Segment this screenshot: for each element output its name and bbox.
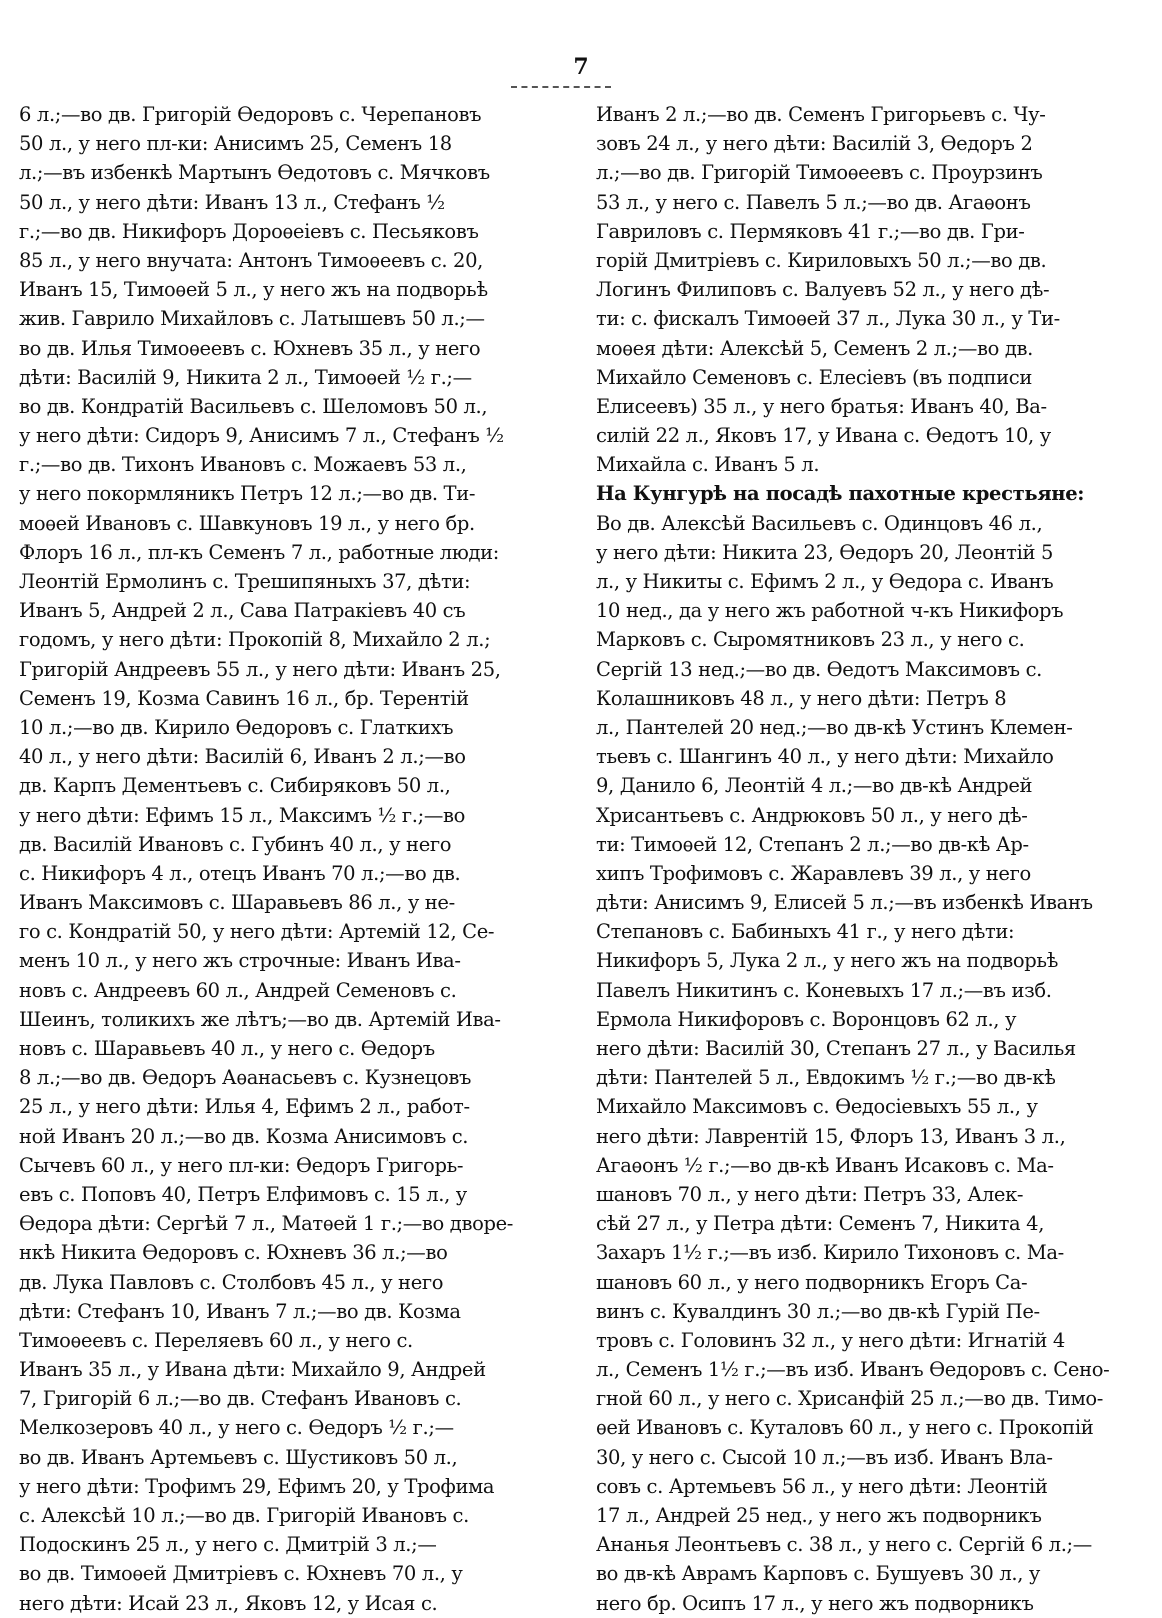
text-line: л.;—во дв. Григорій Тимоѳеевъ с. Проурзинъ	[596, 161, 1043, 185]
text-line: у него дѣти: Сидоръ 9, Анисимъ 7 л., Стефанъ ½	[19, 424, 504, 448]
text-line: л., у Никиты с. Ефимъ 2 л., у Ѳедора с. Иванъ	[596, 570, 1054, 593]
text-line: Агаѳонъ ½ г.;—во дв-кѣ Иванъ Исаковъ с. Ма-	[596, 1153, 1054, 1177]
text-line: Павелъ Никитинъ с. Коневыхъ 17 л.;—въ изб.	[596, 978, 1052, 1002]
text-line: у него покормляникъ Петръ 12 л.;—во дв. Ти-	[19, 482, 476, 506]
text-line: Михайло Максимовъ с. Ѳедосіевыхъ 55 л., у	[596, 1095, 1038, 1119]
text-line: Флоръ 16 л., пл-къ Семенъ 7 л., работные люди:	[19, 540, 499, 564]
text-line: силій 22 л., Яковъ 17, у Ивана с. Ѳедотъ 10, у	[596, 424, 1051, 448]
text-line: 30, у него с. Сысой 10 л.;—въ изб. Иванъ Вла-	[596, 1445, 1053, 1469]
text-line: моѳея дѣти: Алексѣй 5, Семенъ 2 л.;—во дв.	[596, 336, 1034, 360]
text-line: хипъ Трофимовъ с. Жаравлевъ 39 л., у него	[596, 861, 1031, 885]
text-line: г.;—во дв. Тихонъ Ивановъ с. Можаевъ 53 л.,	[19, 453, 467, 477]
text-line: дѣти: Анисимъ 9, Елисей 5 л.;—въ избенкѣ Иванъ	[596, 891, 1093, 915]
text-line: него дѣти: Лаврентій 15, Флоръ 13, Иванъ 3 л.,	[596, 1124, 1066, 1148]
text-line: годомъ, у него дѣти: Прокопій 8, Михайло 2 л.;	[19, 628, 491, 652]
text-line: винъ с. Кувалдинъ 30 л.;—во дв-кѣ Гурій Пе-	[596, 1299, 1040, 1323]
text-line: 8 л.;—во дв. Ѳедоръ Аѳанасьевъ с. Кузнецовъ	[19, 1066, 472, 1090]
text-line: тровъ с. Головинъ 32 л., у него дѣти: Игнатій 4	[596, 1328, 1065, 1352]
text-line: у него дѣти: Никита 23, Ѳедоръ 20, Леонтій 5	[596, 540, 1054, 564]
text-line: новъ с. Шаравьевъ 40 л., у него с. Ѳедоръ	[19, 1037, 435, 1060]
text-line: дѣти: Стефанъ 10, Иванъ 7 л.;—во дв. Козма	[19, 1299, 461, 1323]
text-line: Во дв. Алексѣй Васильевъ с. Одинцовъ 46 л.,	[596, 511, 1043, 535]
text-line: моѳей Ивановъ с. Шавкуновъ 19 л., у него бр.	[19, 511, 475, 535]
text-line: него дѣти: Исай 23 л., Яковъ 12, у Исая с.	[19, 1591, 438, 1615]
text-line: зовъ 24 л., у него дѣти: Василій 3, Ѳедоръ 2	[596, 132, 1033, 156]
text-line: 40 л., у него дѣти: Василій 6, Иванъ 2 л.;—во	[19, 745, 466, 769]
text-line: с. Алексѣй 10 л.;—во дв. Григорій Ивановъ с.	[19, 1504, 469, 1527]
text-line: сѣй 27 л., у Петра дѣти: Семенъ 7, Никита 4,	[596, 1212, 1045, 1236]
text-line: 17 л., Андрей 25 нед., у него жъ подворникъ	[596, 1504, 1042, 1527]
text-line: Мелкозеровъ 40 л., у него с. Ѳедоръ ½ г.;—	[19, 1416, 454, 1440]
text-line: л.;—въ избенкѣ Мартынъ Ѳедотовъ с. Мячковъ	[19, 161, 490, 185]
text-line: Иванъ 5, Андрей 2 л., Сава Патракіевъ 40 съ	[19, 599, 466, 623]
text-line: у него дѣти: Ефимъ 15 л., Максимъ ½ г.;—во	[19, 803, 466, 827]
text-line: ти: с. фискалъ Тимоѳей 37 л., Лука 30 л., у Ти-	[596, 307, 1060, 331]
text-line: Иванъ 2 л.;—во дв. Семенъ Григорьевъ с. Чу-	[596, 103, 1046, 126]
text-line: ти: Тимоѳей 12, Степанъ 2 л.;—во дв-кѣ Ар-	[596, 832, 1029, 856]
text-line: Никифоръ 5, Лука 2 л., у него жъ на подворьѣ	[596, 949, 1059, 973]
text-line: евъ с. Поповъ 40, Петръ Елфимовъ с. 15 л., у	[19, 1182, 467, 1206]
text-line: Марковъ с. Сыромятниковъ 23 л., у него с.	[596, 628, 1025, 652]
section-heading: На Кунгурѣ на посадѣ пахотные крестьяне:	[596, 482, 1085, 506]
text-line: во дв. Тимоѳей Дмитріевъ с. Юхневъ 70 л., у	[19, 1562, 463, 1586]
text-line: Колашниковъ 48 л., у него дѣти: Петръ 8	[596, 686, 1007, 710]
text-line: Степановъ с. Бабиныхъ 41 г., у него дѣти:	[596, 920, 1015, 944]
page-number: 7	[573, 54, 589, 80]
text-line: Логинъ Филиповъ с. Валуевъ 52 л., у него дѣ-	[596, 278, 1050, 302]
text-line: тьевъ с. Шангинъ 40 л., у него дѣти: Михайло	[596, 745, 1054, 769]
text-line: новъ с. Андреевъ 60 л., Андрей Семеновъ с.	[19, 978, 457, 1002]
text-line: дв. Лука Павловъ с. Столбовъ 45 л., у него	[19, 1270, 444, 1294]
text-line: дв. Карпъ Дементьевъ с. Сибиряковъ 50 л.,	[19, 774, 451, 798]
text-line: ной Иванъ 20 л.;—во дв. Козма Анисимовъ с.	[19, 1124, 469, 1148]
text-line: во дв. Кондратій Васильевъ с. Шеломовъ 50 л.,	[19, 394, 488, 418]
text-line: жив. Гаврило Михайловъ с. Латышевъ 50 л.;—	[19, 307, 485, 331]
text-line: Елисеевъ) 35 л., у него братья: Иванъ 40, Ва-	[596, 394, 1047, 418]
header-rule	[511, 86, 611, 88]
text-line: Михайла с. Иванъ 5 л.	[596, 453, 820, 477]
text-line: Шеинъ, толикихъ же лѣтъ;—во дв. Артемій Ива-	[19, 1007, 501, 1031]
text-line: Захаръ 1½ г.;—въ изб. Кирило Тихоновъ с. Ма-	[596, 1241, 1064, 1265]
text-line: Сычевъ 60 л., у него пл-ки: Ѳедоръ Григорь-	[19, 1153, 464, 1177]
text-line: Сергій 13 нед.;—во дв. Ѳедотъ Максимовъ с.	[596, 657, 1042, 681]
text-line: Иванъ 35 л., у Ивана дѣти: Михайло 9, Андрей	[19, 1358, 486, 1382]
text-line: л., Семенъ 1½ г.;—въ изб. Иванъ Ѳедоровъ с. Сено-	[596, 1358, 1110, 1382]
text-line: г.;—во дв. Никифоръ Дороѳеіевъ с. Песьяковъ	[19, 219, 479, 243]
text-line: совъ с. Артемьевъ 56 л., у него дѣти: Леонтій	[596, 1474, 1048, 1498]
text-line: ѳей Ивановъ с. Куталовъ 60 л., у него с. Прокопій	[596, 1416, 1094, 1440]
text-line: 6 л.;—во дв. Григорій Ѳедоровъ с. Черепановъ	[19, 103, 482, 126]
text-line: л., Пантелей 20 нед.;—во дв-кѣ Устинъ Клемен-	[596, 715, 1073, 739]
text-line: у него дѣти: Трофимъ 29, Ефимъ 20, у Трофима	[19, 1474, 495, 1498]
text-line: 85 л., у него внучата: Антонъ Тимоѳеевъ с. 20,	[19, 248, 483, 272]
text-line: Леонтій Ермолинъ с. Трешипяныхъ 37, дѣти:	[19, 570, 471, 593]
text-line: Ѳедора дѣти: Сергѣй 7 л., Матѳей 1 г.;—во дворе-	[19, 1212, 514, 1236]
text-line: 50 л., у него дѣти: Иванъ 13 л., Стефанъ ½	[19, 190, 445, 214]
text-line: Ермола Никифоровъ с. Воронцовъ 62 л., у	[596, 1007, 1017, 1031]
text-line: 7, Григорій 6 л.;—во дв. Стефанъ Ивановъ с.	[19, 1387, 462, 1411]
text-line: во дв-кѣ Аврамъ Карповъ с. Бушуевъ 30 л., у	[596, 1562, 1041, 1586]
text-line: гной 60 л., у него с. Хрисанфій 25 л.;—во дв. Тимо-	[596, 1387, 1104, 1411]
text-line: Ананья Леонтьевъ с. 38 л., у него с. Сергій 6 л.;—	[596, 1533, 1092, 1557]
text-line: Тимоѳеевъ с. Переляевъ 60 л., у него с.	[19, 1328, 413, 1352]
text-line: во дв. Илья Тимоѳеевъ с. Юхневъ 35 л., у него	[19, 336, 481, 360]
text-line: 53 л., у него с. Павелъ 5 л.;—во дв. Агаѳонъ	[596, 190, 1031, 214]
text-line: него бр. Осипъ 17 л., у него жъ подворникъ	[596, 1591, 1034, 1615]
text-line: Григорій Андреевъ 55 л., у него дѣти: Иванъ 25,	[19, 657, 501, 681]
text-line: 10 л.;—во дв. Кирило Ѳедоровъ с. Глаткихъ	[19, 715, 454, 739]
text-line: с. Никифоръ 4 л., отецъ Иванъ 70 л.;—во дв.	[19, 861, 461, 885]
text-line: Иванъ 15, Тимоѳей 5 л., у него жъ на подворьѣ	[19, 278, 488, 302]
text-line: дв. Василій Ивановъ с. Губинъ 40 л., у него	[19, 832, 452, 856]
text-line: дѣти: Пантелей 5 л., Евдокимъ ½ г.;—во дв-кѣ	[596, 1066, 1056, 1090]
text-line: Хрисантьевъ с. Андрюковъ 50 л., у него дѣ-	[596, 803, 1028, 827]
text-line: шановъ 70 л., у него дѣти: Петръ 33, Алек-	[596, 1182, 1024, 1206]
text-line: дѣти: Василій 9, Никита 2 л., Тимоѳей ½ г.;—	[19, 365, 472, 389]
text-line: Иванъ Максимовъ с. Шаравьевъ 86 л., у не-	[19, 891, 455, 915]
text-line: шановъ 60 л., у него подворникъ Егоръ Са-	[596, 1270, 1028, 1294]
text-line: менъ 10 л., у него жъ строчные: Иванъ Ива-	[19, 949, 461, 973]
text-line: во дв. Иванъ Артемьевъ с. Шустиковъ 50 л.,	[19, 1445, 458, 1469]
text-line: Гавриловъ с. Пермяковъ 41 г.;—во дв. Гри-	[596, 219, 1025, 243]
text-line: 25 л., у него дѣти: Илья 4, Ефимъ 2 л., работ-	[19, 1095, 470, 1119]
text-line: 10 нед., да у него жъ работной ч-къ Никифоръ	[596, 599, 1064, 623]
text-line: 9, Данило 6, Леонтій 4 л.;—во дв-кѣ Андрей	[596, 774, 1033, 798]
left-column	[19, 100, 566, 1615]
text-line: го с. Кондратій 50, у него дѣти: Артемій 12, Се-	[19, 920, 495, 944]
text-line: Михайло Семеновъ с. Елесіевъ (въ подписи	[596, 365, 1033, 389]
text-line: Семенъ 19, Козма Савинъ 16 л., бр. Терентій	[19, 686, 469, 710]
text-line: Подоскинъ 25 л., у него с. Дмитрій 3 л.;—	[19, 1533, 437, 1557]
right-column	[596, 100, 1143, 1615]
text-line: нкѣ Никита Ѳедоровъ с. Юхневъ 36 л.;—во	[19, 1241, 448, 1265]
text-line: него дѣти: Василій 30, Степанъ 27 л., у Василья	[596, 1037, 1076, 1060]
text-line: 50 л., у него пл-ки: Анисимъ 25, Семенъ 18	[19, 132, 452, 156]
text-line: горій Дмитріевъ с. Кириловыхъ 50 л.;—во дв.	[596, 248, 1047, 272]
